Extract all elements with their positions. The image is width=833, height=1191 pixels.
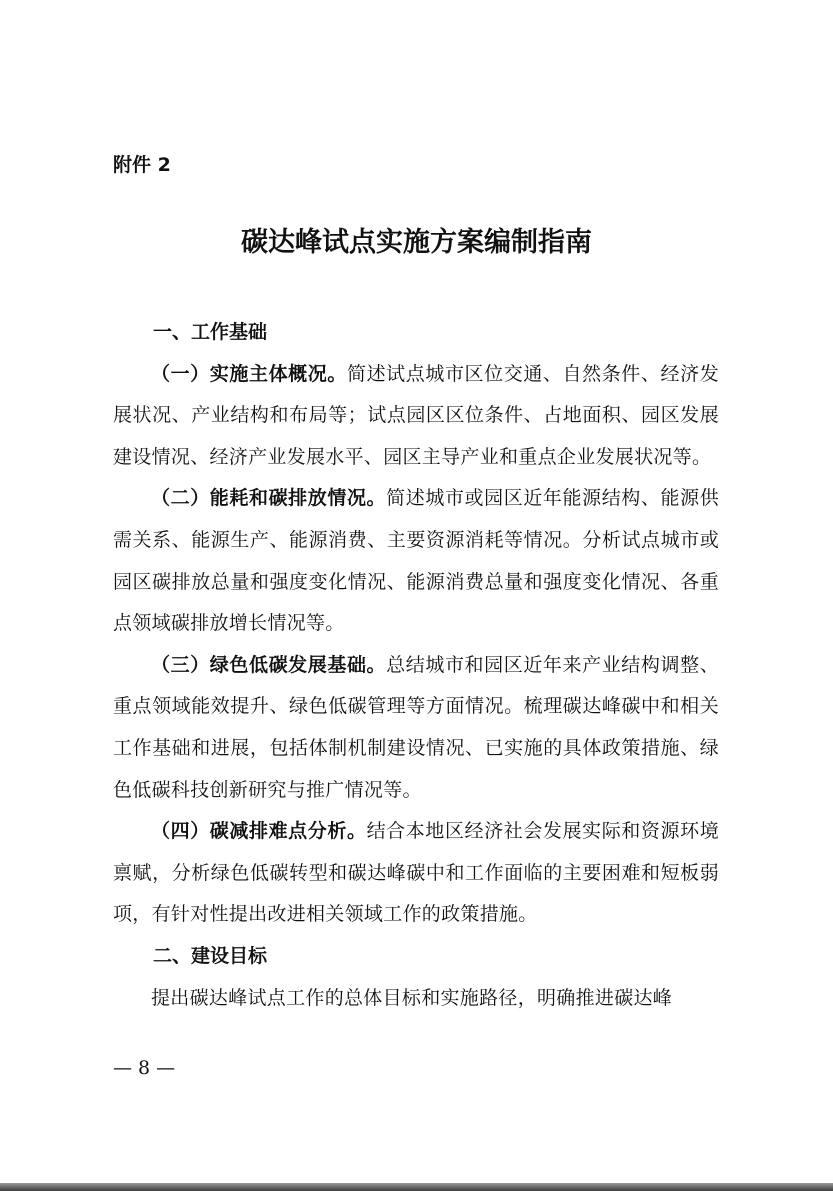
paragraph-lead: （二）能耗和碳排放情况。 (151, 487, 387, 510)
paragraph-text: 简述试点城市区位交通、自然条件、经济发展状况、产业结构和布局等；试点园区区位条件、占地面积、园区发展建设情况、经济产业发展水平、园区主导产业和重点企业发展状况等。 (113, 362, 719, 468)
paragraph (113, 354, 719, 479)
paragraph: 提出碳达峰试点工作的总体目标和实施路径，明确推进碳达峰 (151, 986, 673, 1009)
section-heading: 二、建设目标 (153, 944, 268, 967)
attachment-label: 附件 2 (113, 154, 171, 176)
page-number: — 8 — (113, 1057, 176, 1079)
paragraph (113, 811, 719, 936)
paragraph-lead: （四）碳减排难点分析。 (151, 820, 367, 843)
paragraph (113, 645, 719, 811)
document-title: 碳达峰试点实施方案编制指南 (241, 227, 592, 258)
paragraph-text: 总结城市和园区近年来产业结构调整、重点领域能效提升、绿色低碳管理等方面情况。梳理碳达峰碳中和相关工作基础和进展，包括体制机制建设情况、已实施的具体政策措施、绿色低碳科技创新研究与推广情况等。 (113, 653, 719, 801)
paragraph-lead: （三）绿色低碳发展基础。 (151, 653, 387, 676)
paragraph-text: 简述城市或园区近年能源结构、能源供需关系、能源生产、能源消费、主要资源消耗等情况。分析试点城市或园区碳排放总量和强度变化情况、能源消费总量和强度变化情况、各重点领域碳排放增长情况等。 (113, 487, 719, 635)
paragraph (113, 478, 719, 644)
section-heading: 一、工作基础 (153, 321, 268, 343)
paragraph-lead: （一）实施主体概况。 (151, 362, 347, 385)
document-body (113, 312, 719, 1019)
paragraph-text: 结合本地区经济社会发展实际和资源环境禀赋，分析绿色低碳转型和碳达峰碳中和工作面临的主要困难和短板弱项，有针对性提出改进相关领域工作的政策措施。 (113, 820, 719, 926)
viewer-bottom-edge (0, 1183, 833, 1191)
